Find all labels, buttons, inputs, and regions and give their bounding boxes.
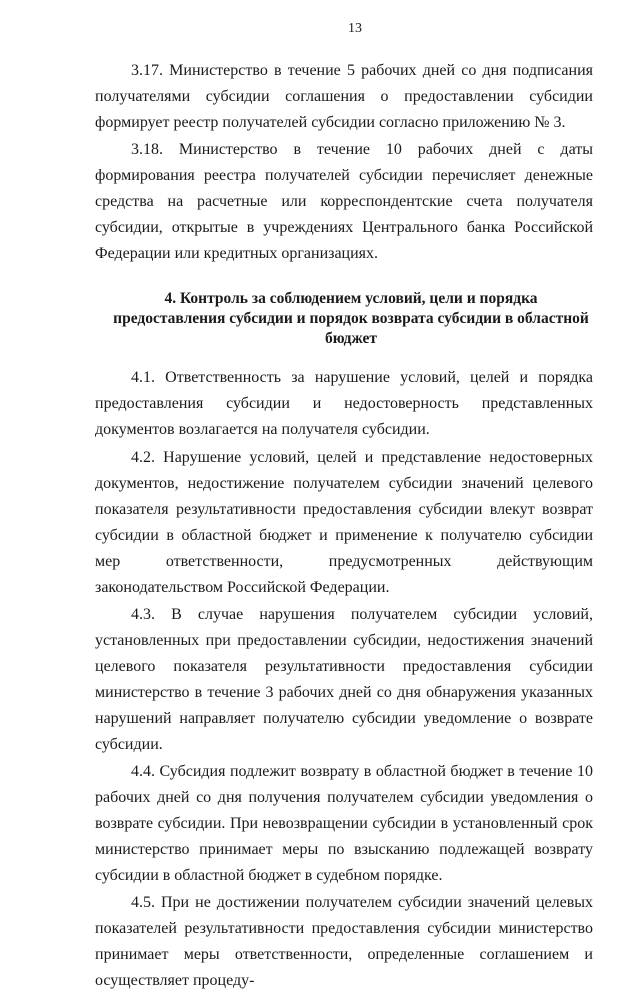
paragraph-4-5: 4.5. При не достижении получателем субсидии значений целевых показателей результативности предоставления субсидии министерство принимает меры ответственности, определенные соглашением и осуществляет процеду-	[95, 894, 593, 989]
section-gap	[95, 267, 593, 289]
section-heading: 4. Контроль за соблюдением условий, цели и порядка предоставления субсидии и порядок возврата субсидии в областной бюджет	[113, 290, 589, 347]
paragraph-4-3: 4.3. В случае нарушения получателем субсидии условий, установленных при предоставлении субсидии, недостижения значений целевого показателя результативности предоставления субсидии министерство в течение 3 рабочих дней со дня обнаружения указанных нарушений направляет получателю субсидии уведомление о возврате субсидии.	[95, 606, 593, 753]
paragraph-3-18: 3.18. Министерство в течение 10 рабочих дней с даты формирования реестра получателей субсидии перечисляет денежные средства на расчетные или корреспондентские счета получателя субсидии, открытые в учреждениях Центрального банка Российской Федерации или кредитных организациях.	[95, 141, 593, 262]
paragraph-3-17: 3.17. Министерство в течение 5 рабочих дней со дня подписания получателями субсидии соглашения о предоставлении субсидии формирует реестр получателей субсидии согласно приложению № 3.	[95, 62, 593, 131]
paragraph-4-2: 4.2. Нарушение условий, целей и представление недостоверных документов, недостижение получателем субсидии значений целевого показателя результативности предоставления субсидии влекут возврат субсидии в областной бюджет и применение к получателю субсидии мер ответственности, предусмотренных действующим законодательством Российской Федерации.	[95, 449, 593, 596]
paragraph-4-4: 4.4. Субсидия подлежит возврату в областной бюджет в течение 10 рабочих дней со дня получения получателем субсидии уведомления о возврате субсидии. При невозвращении субсидии в установленный срок министерство принимает меры по взысканию подлежащей возврату субсидии в областной бюджет в судебном порядке.	[95, 763, 593, 884]
paragraph-4-1: 4.1. Ответственность за нарушение условий, целей и порядка предоставления субсидии и недостоверность представленных документов возлагается на получателя субсидии.	[95, 369, 593, 438]
page-number: 13	[348, 21, 362, 36]
